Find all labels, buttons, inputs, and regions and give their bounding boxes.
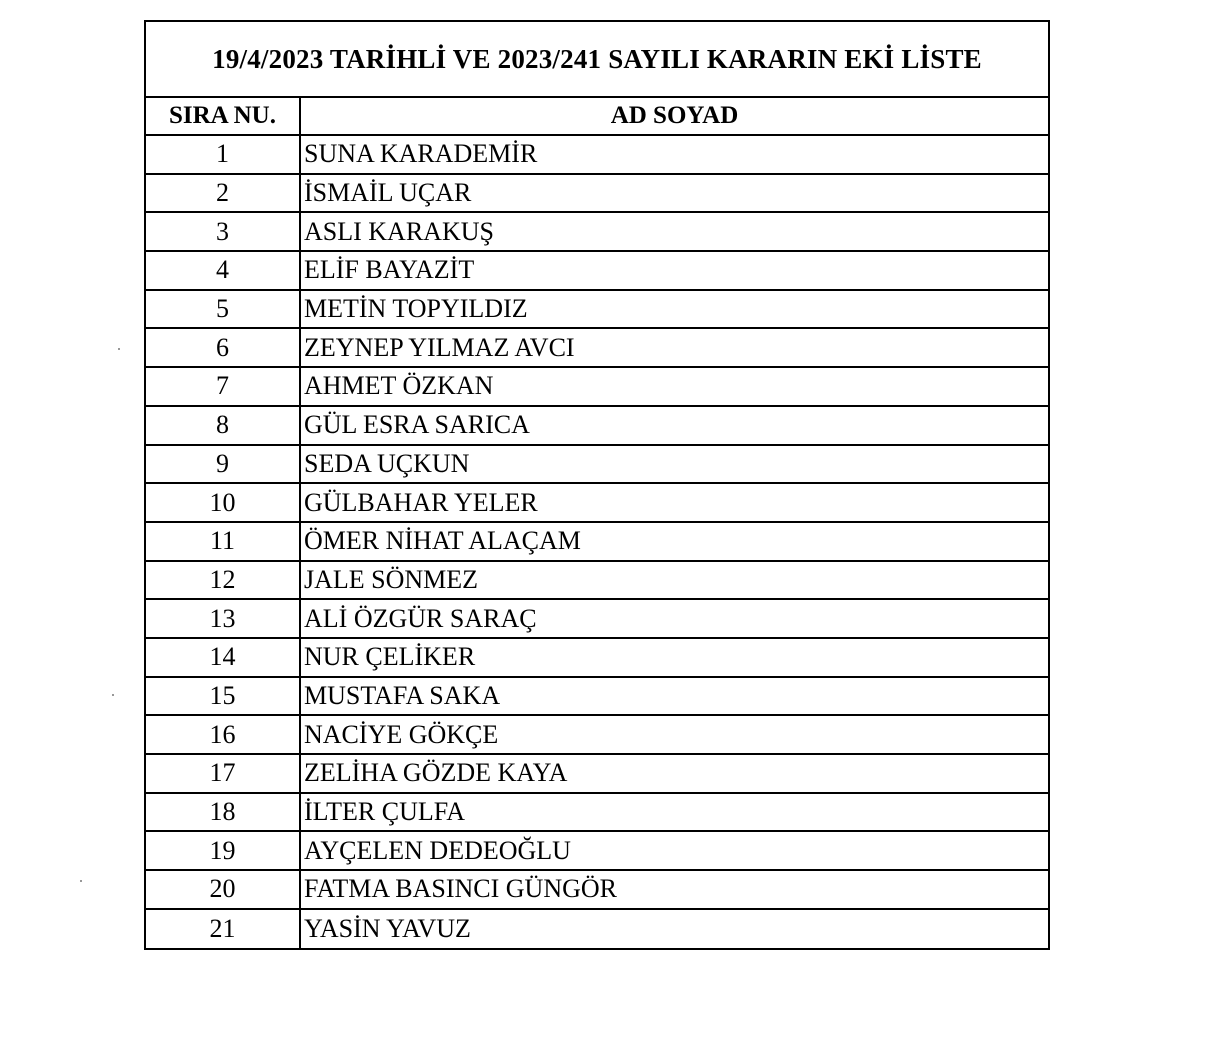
person-name: ZEYNEP YILMAZ AVCI xyxy=(304,332,575,362)
table-row xyxy=(146,832,1048,871)
person-name: İLTER ÇULFA xyxy=(304,797,466,827)
row-number: 8 xyxy=(146,407,301,444)
table-row xyxy=(146,446,1048,485)
person-name: METİN TOPYILDIZ xyxy=(304,294,528,324)
table-row xyxy=(146,562,1048,601)
table-row xyxy=(146,407,1048,446)
row-number: 13 xyxy=(146,600,301,637)
person-name: GÜLBAHAR YELER xyxy=(304,487,538,517)
table-row xyxy=(146,523,1048,562)
person-name: ALİ ÖZGÜR SARAÇ xyxy=(304,603,537,633)
person-name: YASİN YAVUZ xyxy=(304,914,471,944)
row-number: 9 xyxy=(146,446,301,483)
table-row xyxy=(146,136,1048,175)
person-name: ÖMER NİHAT ALAÇAM xyxy=(304,526,581,556)
person-name: AHMET ÖZKAN xyxy=(304,371,494,401)
scan-speck xyxy=(118,348,120,350)
table-row xyxy=(146,600,1048,639)
row-number: 21 xyxy=(146,910,301,949)
document-title: 19/4/2023 TARİHLİ VE 2023/241 SAYILI KARARIN EKİ LİSTE xyxy=(146,22,1048,98)
table-row xyxy=(146,213,1048,252)
person-name: MUSTAFA SAKA xyxy=(304,680,501,710)
row-number: 15 xyxy=(146,678,301,715)
person-name: ASLI KARAKUŞ xyxy=(304,216,494,246)
table-row xyxy=(146,871,1048,910)
person-name: ZELİHA GÖZDE KAYA xyxy=(304,758,568,788)
row-number: 20 xyxy=(146,871,301,908)
row-number: 1 xyxy=(146,136,301,173)
table-row xyxy=(146,484,1048,523)
person-name: NUR ÇELİKER xyxy=(304,642,476,672)
table-row xyxy=(146,678,1048,717)
table-row xyxy=(146,291,1048,330)
person-name: AYÇELEN DEDEOĞLU xyxy=(304,835,571,865)
row-number: 17 xyxy=(146,755,301,792)
scan-speck xyxy=(80,880,82,882)
row-number: 7 xyxy=(146,368,301,405)
row-number: 11 xyxy=(146,523,301,560)
row-number: 2 xyxy=(146,175,301,212)
person-name: FATMA BASINCI GÜNGÖR xyxy=(304,874,618,904)
row-number: 18 xyxy=(146,794,301,831)
person-name: NACİYE GÖKÇE xyxy=(304,719,499,749)
row-number: 10 xyxy=(146,484,301,521)
table-row xyxy=(146,910,1048,949)
row-number: 14 xyxy=(146,639,301,676)
table-body xyxy=(146,136,1048,948)
column-header-no: SIRA NU. xyxy=(146,98,301,134)
person-name: SEDA UÇKUN xyxy=(304,448,470,478)
table-row xyxy=(146,755,1048,794)
person-name: GÜL ESRA SARICA xyxy=(304,410,530,440)
table-row xyxy=(146,175,1048,214)
table-row xyxy=(146,329,1048,368)
table-row xyxy=(146,639,1048,678)
row-number: 16 xyxy=(146,716,301,753)
row-number: 6 xyxy=(146,329,301,366)
row-number: 19 xyxy=(146,832,301,869)
person-name: İSMAİL UÇAR xyxy=(304,178,472,208)
table-row xyxy=(146,716,1048,755)
table-header-row xyxy=(146,98,1048,136)
row-number: 4 xyxy=(146,252,301,289)
scan-speck xyxy=(112,694,114,696)
row-number: 3 xyxy=(146,213,301,250)
person-name: SUNA KARADEMİR xyxy=(304,139,538,169)
table-row xyxy=(146,794,1048,833)
row-number: 12 xyxy=(146,562,301,599)
row-number: 5 xyxy=(146,291,301,328)
column-header-name: AD SOYAD xyxy=(610,102,739,129)
person-name: ELİF BAYAZİT xyxy=(304,255,475,285)
person-name: JALE SÖNMEZ xyxy=(304,564,479,594)
table-row xyxy=(146,252,1048,291)
name-list-table xyxy=(144,20,1050,950)
table-row xyxy=(146,368,1048,407)
